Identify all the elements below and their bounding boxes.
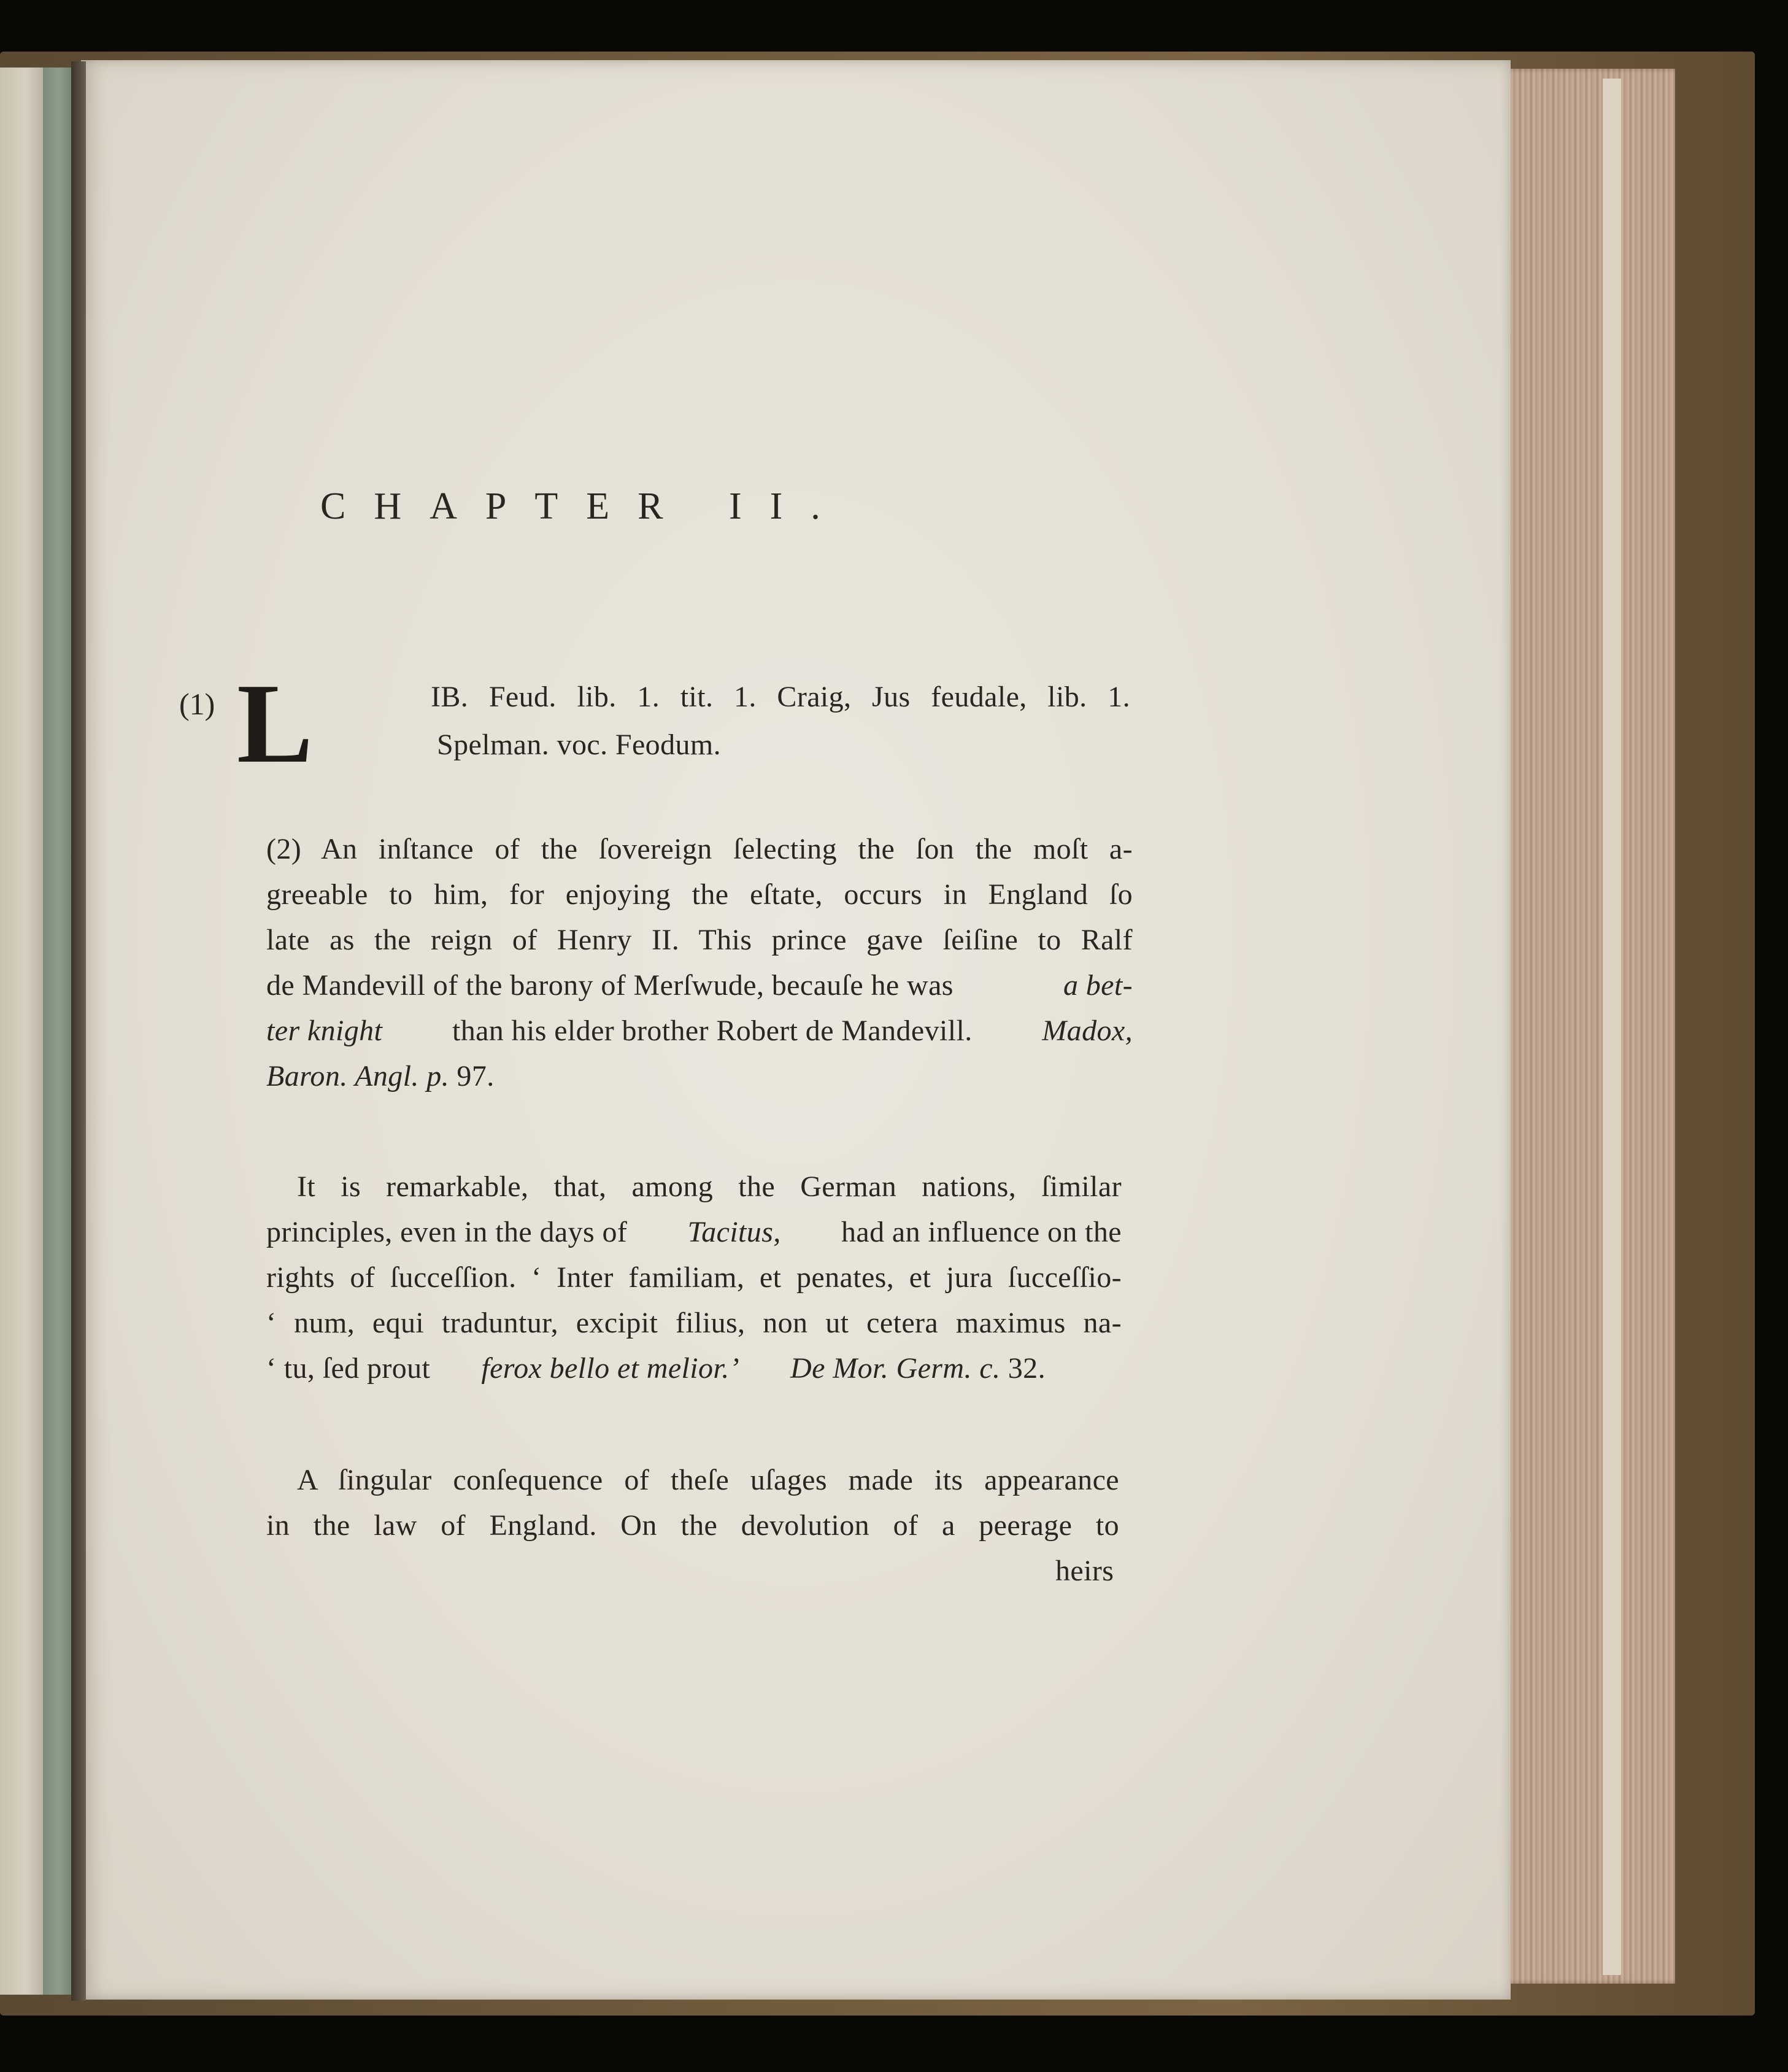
page-fore-edge-highlight [1603, 79, 1621, 1975]
catchword: heirs [1055, 1555, 1114, 1587]
para3-line5-text: ‘ tu, ſed prout [266, 1352, 431, 1385]
para3-line5 [266, 1351, 1046, 1385]
note-number: (1) [179, 687, 215, 721]
note2-line2: greeable to him, for enjoying the eſtate, occurs in England ſo [266, 878, 1133, 911]
para3-line2-italic: Tacitus, [687, 1216, 781, 1248]
note2-line4-italic: a bet- [1063, 969, 1133, 1002]
left-facing-page [0, 68, 43, 1995]
note2-line4-text: de Mandevill of the barony of Merſwude, becauſe he was [266, 969, 954, 1002]
chapter-heading: CHAPTER II. [320, 485, 849, 527]
note2-line3: late as the reign of Henry II. This prince gave ſeiſine to Ralf [266, 924, 1133, 956]
para4-line2: in the law of England. On the devolution of a peerage to [266, 1509, 1119, 1542]
para3-line2-text: principles, even in the days of [266, 1216, 628, 1248]
para3-line2-end: had an influence on the [841, 1216, 1122, 1248]
para3-line3: rights of ſucceſſion. ‘ Inter familiam, et penates, et jura ſucceſſio- [266, 1261, 1122, 1294]
para3-line5-citation-num: 32. [1008, 1352, 1046, 1385]
note2-line5 [266, 1014, 1133, 1048]
note2-line6-italic: Baron. Angl. p. [266, 1060, 450, 1092]
para3-line5-italic: ferox bello et melior.’ [481, 1352, 739, 1385]
para3-line5-citation [790, 1351, 1046, 1385]
note2-line5-citation: Madox, [1042, 1015, 1133, 1047]
note2-line4 [266, 968, 1133, 1002]
drop-cap: L [237, 660, 314, 787]
para3-line2 [266, 1215, 1122, 1249]
note1-line1: IB. Feud. lib. 1. tit. 1. Craig, Jus feudale, lib. 1. [431, 681, 1130, 713]
note2-line6-page: 97. [457, 1060, 495, 1092]
book-gutter [71, 61, 86, 2001]
note2-line5-italic: ter knight [266, 1015, 383, 1047]
note2-line6 [266, 1059, 495, 1093]
note2-line1: (2) An inſtance of the ſovereign ſelecting the ſon the moſt a- [266, 833, 1133, 865]
note1-line2: Spelman. voc. Feodum. [437, 729, 722, 761]
para4-line1: A ſingular conſequence of theſe uſages made its appearance [297, 1464, 1119, 1496]
para3-line5-citation-italic: De Mor. Germ. c. [790, 1352, 1001, 1385]
page-fore-edge [1503, 69, 1675, 1984]
note2-line5-text: than his elder brother Robert de Mandevill. [452, 1015, 973, 1047]
left-page-edge [43, 68, 75, 1995]
para3-line4: ‘ num, equi traduntur, excipit filius, non ut cetera maximus na- [266, 1307, 1122, 1339]
para3-line1: It is remarkable, that, among the German nations, ſimilar [297, 1170, 1122, 1203]
